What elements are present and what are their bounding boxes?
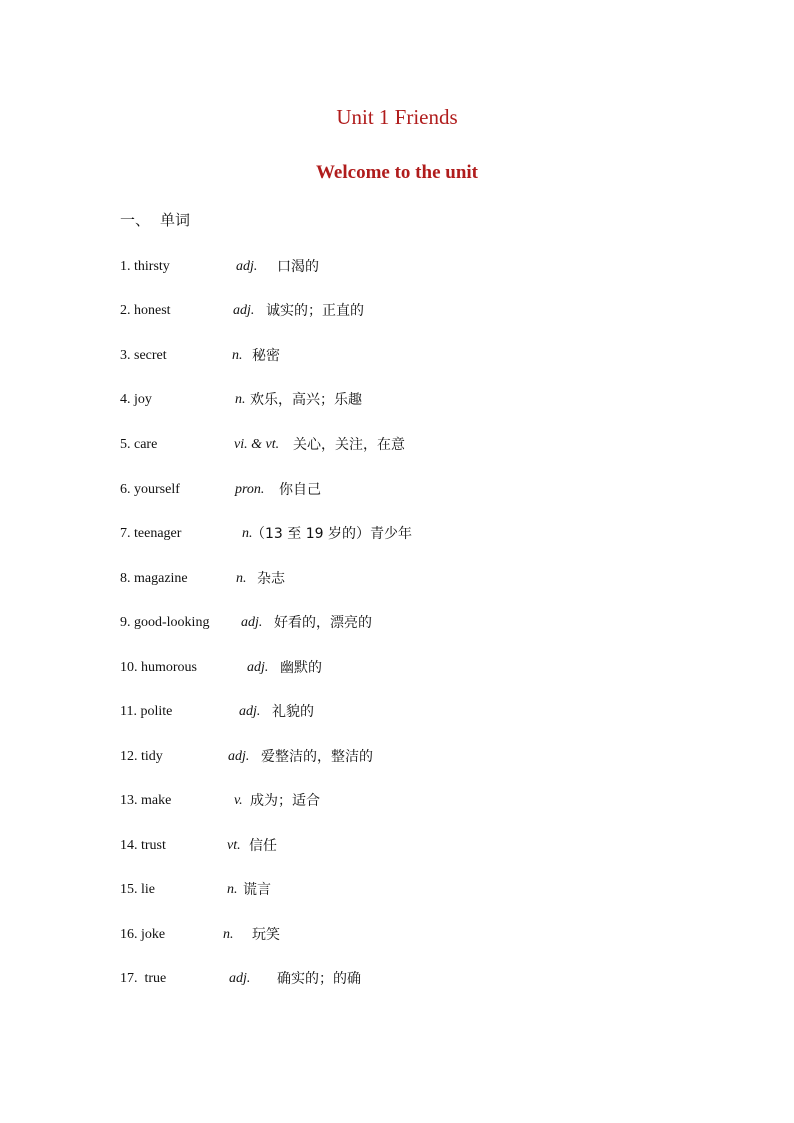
vocab-pos: adj. bbox=[241, 615, 263, 630]
vocab-pos: n. bbox=[223, 927, 234, 942]
vocab-meaning: 谎言 bbox=[243, 882, 271, 898]
vocab-word: 14. trust bbox=[120, 838, 166, 853]
vocab-meaning: 礼貌的 bbox=[272, 704, 314, 720]
vocab-pos: n. bbox=[235, 392, 246, 407]
vocab-pos: vt. bbox=[227, 838, 241, 853]
vocab-word: 16. joke bbox=[120, 927, 166, 942]
vocab-pos: adj. bbox=[236, 259, 258, 274]
vocab-meaning: 欢乐，高兴；乐趣 bbox=[250, 392, 362, 408]
vocab-pos: adj. bbox=[247, 660, 269, 675]
vocab-meaning: 口渴的 bbox=[277, 259, 319, 275]
vocab-word: 9. good-looking bbox=[120, 615, 210, 630]
vocab-meaning: 信任 bbox=[249, 838, 277, 854]
vocab-meaning: 杂志 bbox=[257, 571, 285, 587]
vocab-word: 2. honest bbox=[120, 303, 171, 318]
vocab-meaning: 你自己 bbox=[279, 482, 321, 498]
page-subtitle: Welcome to the unit bbox=[315, 162, 478, 183]
section-number: 一、 bbox=[120, 211, 151, 229]
vocab-word: 12. tidy bbox=[120, 749, 163, 764]
vocab-meaning: 成为；适合 bbox=[250, 793, 320, 809]
vocab-word: 10. humorous bbox=[120, 660, 197, 675]
vocab-meaning: 幽默的 bbox=[280, 660, 322, 676]
vocab-meaning: 确实的；的确 bbox=[277, 971, 361, 987]
vocab-pos: vi. & vt. bbox=[234, 437, 280, 452]
vocab-pos: n. bbox=[227, 882, 238, 897]
vocab-meaning: （13 至 19 岁的）青少年 bbox=[251, 526, 412, 542]
vocab-word: 11. polite bbox=[120, 704, 173, 719]
vocab-word: 17. true bbox=[120, 971, 167, 986]
vocab-word: 8. magazine bbox=[120, 571, 188, 586]
vocab-word: 4. joy bbox=[120, 392, 152, 407]
vocab-pos: n. bbox=[232, 348, 243, 363]
vocab-word: 15. lie bbox=[120, 882, 155, 897]
vocab-pos: adj. bbox=[228, 749, 250, 764]
vocab-pos: v. bbox=[234, 793, 243, 808]
vocab-pos: adj. bbox=[239, 704, 261, 719]
vocab-pos: adj. bbox=[229, 971, 251, 986]
vocab-word: 3. secret bbox=[120, 348, 167, 363]
section-title: 单词 bbox=[160, 211, 191, 229]
vocab-pos: n. bbox=[236, 571, 247, 586]
vocab-meaning: 玩笑 bbox=[252, 927, 280, 943]
vocab-word: 1. thirsty bbox=[120, 259, 170, 274]
vocab-meaning: 好看的，漂亮的 bbox=[274, 615, 372, 631]
vocab-meaning: 秘密 bbox=[252, 348, 280, 364]
vocab-pos: adj. bbox=[233, 303, 255, 318]
vocab-meaning: 爱整洁的，整洁的 bbox=[261, 749, 373, 765]
vocab-pos: pron. bbox=[235, 482, 265, 497]
section-heading bbox=[120, 210, 190, 230]
vocab-word: 5. care bbox=[120, 437, 158, 452]
page-title: Unit 1 Friends bbox=[336, 105, 458, 129]
vocab-word: 13. make bbox=[120, 793, 172, 808]
vocab-meaning: 诚实的；正直的 bbox=[266, 303, 364, 319]
vocab-meaning: 关心，关注，在意 bbox=[293, 437, 405, 453]
vocab-word: 6. yourself bbox=[120, 482, 180, 497]
vocab-pos: n. bbox=[242, 526, 253, 541]
vocab-word: 7. teenager bbox=[120, 526, 182, 541]
